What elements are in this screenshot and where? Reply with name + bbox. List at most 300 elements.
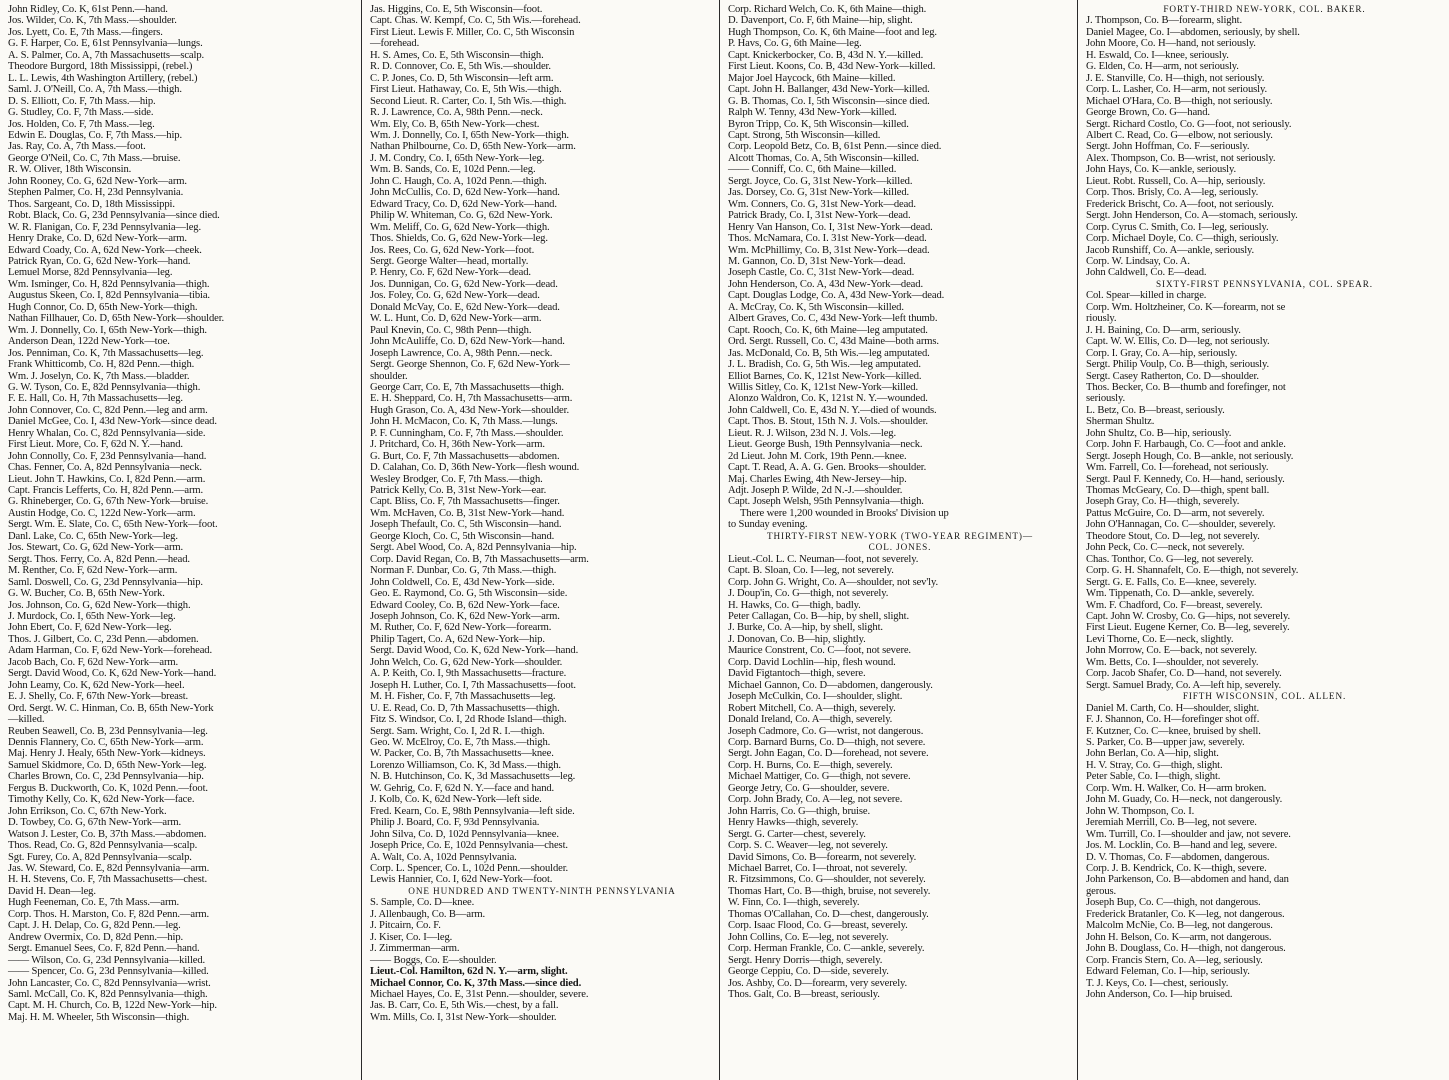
casualty-entry: Maj. H. M. Wheeler, 5th Wisconsin—thigh. — [8, 1011, 190, 1023]
casualty-entry: Capt. Thos. B. Stout, 15th N. J. Vols.—shoulder. — [728, 416, 928, 428]
casualty-entry: W. Packer, Co. B, 7th Massachusetts—knee. — [370, 748, 554, 760]
casualty-entry: Wm. Tippenath, Co. D—ankle, severely. — [1086, 588, 1255, 600]
casualty-entry: M. Gannon, Co. D, 31st New-York—dead. — [728, 255, 906, 267]
casualty-entry: J. E. Stanville, Co. H—thigh, not seriously. — [1086, 72, 1265, 84]
casualty-entry: Byron Tripp, Co. K, 5th Wisconsin—killed. — [728, 118, 909, 130]
casualty-entry: Corp. G. H. Shannafelt, Co. E—thigh, not severely. — [1086, 565, 1299, 577]
casualty-entry: Corp. David Lochlin—hip, flesh wound. — [728, 656, 896, 668]
casualty-entry: Thos. Shields, Co. G, 62d New-York—leg. — [370, 233, 548, 245]
casualty-entry: L. Betz, Co. B—breast, seriously. — [1086, 404, 1225, 416]
casualty-entry: Corp. Francis Stern, Co. A—leg, seriously. — [1086, 954, 1263, 966]
casualty-entry: Elliot Barnes, Co. K, 121st New-York—killed. — [728, 370, 922, 382]
casualty-entry: F. E. Hall, Co. H, 7th Massachusetts—leg. — [8, 393, 183, 405]
casualty-entry: Norman F. Dunbar, Co. G, 7th Mass.—thigh. — [370, 565, 557, 577]
casualty-entry: John McCullis, Co. D, 62d New-York—hand. — [370, 187, 560, 199]
column-4 — [1078, 0, 1449, 1080]
casualty-entry: Reuben Seawell, Co. B, 23d Pennsylvania—leg. — [8, 725, 208, 737]
casualty-entry: John Peck, Co. C—neck, not severely. — [1086, 542, 1245, 554]
casualty-entry: Capt. Francis Lefferts, Co. H, 82d Penn.—arm. — [8, 485, 204, 497]
casualty-entry: David H. Dean—leg. — [8, 885, 96, 897]
casualty-entry: George Kloch, Co. C, 5th Wisconsin—hand. — [370, 530, 555, 542]
casualty-entry: A. Walt, Co. A, 102d Pennsylvania. — [370, 851, 517, 863]
casualty-entry: John Rooney, Co. G, 62d New-York—arm. — [8, 175, 187, 187]
casualty-entry: Saml. J. O'Neill, Co. A, 7th Mass.—thigh. — [8, 84, 182, 96]
casualty-entry: Chas. Tonthor, Co. G—leg, not severely. — [1086, 553, 1254, 565]
casualty-entry: Capt. Chas. W. Kempf, Co. C, 5th Wis.—forehead. — [370, 15, 581, 27]
casualty-entry: Robt. Black, Co. G, 23d Pennsylvania—since died. — [8, 210, 220, 222]
casualty-entry: J. Burke, Co. A—hip, by shell, slight. — [728, 622, 883, 634]
casualty-entry: Hugh Thompson, Co. K, 6th Maine—foot and leg. — [728, 26, 937, 38]
casualty-entry: Henry Van Hanson, Co. I, 31st New-York—dead. — [728, 221, 933, 233]
casualty-entry: First Lieut. Lewis F. Miller, Co. C, 5th Wisconsin — [370, 26, 575, 38]
casualty-entry: Michael Barret, Co. I—throat, not severely. — [728, 862, 908, 874]
casualty-entry: John Silva, Co. D, 102d Pennsylvania—knee. — [370, 828, 559, 840]
casualty-entry: Sergt. Abel Wood, Co. A, 82d Pennsylvania—hip. — [370, 542, 577, 554]
casualty-entry: Sergt. G. E. Falls, Co. E—knee, severely. — [1086, 576, 1257, 588]
casualty-entry: Peter Sable, Co. I—thigh, slight. — [1086, 771, 1221, 783]
casualty-entry: Capt. Knickerbocker, Co. B, 43d N. Y.—killed. — [728, 49, 924, 61]
casualty-entry: John Moore, Co. H—hand, not seriously. — [1086, 38, 1256, 50]
casualty-entry: G. W. Bucher, Co. B, 65th New-York. — [8, 588, 165, 600]
casualty-entry: Fred. Kearn, Co. E, 98th Pennsylvania—left side. — [370, 805, 575, 817]
casualty-entry: —— Boggs, Co. E—shoulder. — [370, 954, 497, 966]
casualty-entry: P. Henry, Co. F, 62d New-York—dead. — [370, 267, 531, 279]
casualty-entry: Sergt. Sam. Wright, Co. I, 2d R. I.—thigh. — [370, 725, 545, 737]
casualty-entry: John Coldwell, Co. E, 43d New-York—side. — [370, 576, 555, 588]
casualty-entry: Anderson Dean, 122d New-York—toe. — [8, 336, 170, 348]
casualty-entry: W. R. Flanigan, Co. F, 23d Pennsylvania—leg. — [8, 221, 201, 233]
section-header: FIFTH WISCONSIN, COL. ALLEN. — [1182, 691, 1347, 702]
casualty-entry: Wm. McPhillimy, Co. B, 31st New-York—dead. — [728, 244, 930, 256]
casualty-entry: Jos. Foley, Co. G, 62d New-York—dead. — [370, 290, 540, 302]
section-header: THIRTY-FIRST NEW-YORK (TWO-YEAR REGIMENT)— — [767, 530, 1033, 541]
casualty-entry: W. Gehrig, Co. F, 62d N. Y.—face and hand. — [370, 782, 555, 794]
casualty-entry: gerous. — [1086, 885, 1117, 897]
casualty-entry: M. Ruther, Co. F, 62d New-York—forearm. — [370, 622, 552, 634]
casualty-entry: Edward Coady, Co. A, 62d New-York—cheek. — [8, 244, 202, 256]
casualty-entry: Jos. Johnson, Co. G, 62d New-York—thigh. — [8, 599, 191, 611]
casualty-entry: Capt. Joseph Welsh, 95th Pennsylvania—thigh. — [728, 496, 924, 508]
casualty-entry: E. H. Sheppard, Co. H, 7th Massachusetts—arm. — [370, 393, 573, 405]
casualty-entry: Watson J. Lester, Co. B, 37th Mass.—abdomen. — [8, 828, 207, 840]
casualty-entry: L. L. Lewis, 4th Washington Artillery, (rebel.) — [8, 72, 198, 84]
casualty-entry: Sergt. John Henderson, Co. A—stomach, seriously. — [1086, 210, 1298, 222]
casualty-entry: Malcolm McNie, Co. B—leg, not dangerous. — [1086, 920, 1273, 932]
casualty-entry: Sergt. David Wood, Co. K, 62d New-York—hand. — [8, 668, 217, 680]
casualty-entry: Joseph Lawrence, Co. A, 98th Penn.—neck. — [370, 347, 553, 359]
casualty-entry: John B. Douglass, Co. H—thigh, not dangerous. — [1086, 943, 1286, 955]
casualty-entry: Charles Brown, Co. C, 23d Pennsylvania—hip. — [8, 771, 204, 783]
casualty-entry: Edward Feleman, Co. I—hip, seriously. — [1086, 966, 1250, 978]
casualty-entry: Paul Knevin, Co. C, 98th Penn—thigh. — [370, 324, 532, 336]
casualty-entry: S. Parker, Co. B—upper jaw, severely. — [1086, 737, 1245, 748]
casualty-entry: Adjt. Joseph P. Wilde, 2d N.-J.—shoulder. — [728, 485, 903, 497]
casualty-entry: Maj. Charles Ewing, 4th New-Jersey—hip. — [728, 473, 907, 485]
casualty-entry: seriously. — [1086, 393, 1126, 405]
casualty-entry: —— Conniff, Co. C, 6th Maine—killed. — [728, 164, 897, 176]
casualty-entry: Corp. Barnard Burns, Co. D—thigh, not severe. — [728, 737, 926, 748]
casualty-entry: Capt. M. H. Church, Co. B, 122d New-York—hip. — [8, 1000, 217, 1012]
casualty-entry: Corp. Isaac Flood, Co. G—breast, severely. — [728, 920, 908, 932]
casualty-entry: Lorenzo Williamson, Co. K, 3d Mass.—thigh. — [370, 759, 561, 771]
section-header: FORTY-THIRD NEW-YORK, COL. BAKER. — [1163, 4, 1366, 14]
casualty-entry: Corp. Wm. H. Walker, Co. H—arm broken. — [1086, 782, 1267, 794]
casualty-entry: Wm. Meliff, Co. G, 62d New-York—thigh. — [370, 221, 550, 233]
casualty-entry: T. J. Keys, Co. I—chest, seriously. — [1086, 977, 1229, 989]
casualty-entry: shoulder. — [370, 370, 408, 382]
casualty-entry: G. Rhineberger, Co. G, 67th New-York—bruise. — [8, 496, 209, 508]
casualty-entry: John O'Hannagan, Co. C—shoulder, severely. — [1086, 519, 1276, 531]
casualty-entry: George Ceppiu, Co. D—side, severely. — [728, 966, 889, 978]
casualty-entry: Alcott Thomas, Co. A, 5th Wisconsin—killed. — [728, 152, 919, 164]
casualty-entry: J. Pritchard, Co. H, 36th New-York—arm. — [370, 439, 545, 451]
casualty-entry: Thos. Galt, Co. B—breast, seriously. — [728, 988, 880, 1000]
casualty-entry: S. Sample, Co. D—knee. — [370, 897, 475, 909]
casualty-entry: J. L. Bradish, Co. G, 5th Wis.—leg amputated. — [728, 359, 921, 371]
casualty-entry: —forehead. — [370, 38, 420, 50]
casualty-entry: George Brown, Co. G—hand. — [1086, 107, 1210, 119]
casualty-entry: Sergt. Joyce, Co. G, 31st New-York—killed. — [728, 175, 913, 187]
column-3 — [720, 0, 1078, 1080]
casualty-entry: Corp. John Brady, Co. A—leg, not severe. — [728, 794, 903, 806]
casualty-entry: Geo. E. Raymond, Co. G, 5th Wisconsin—side. — [370, 588, 568, 600]
casualty-entry: Edward Tracy, Co. D, 62d New-York—hand. — [370, 198, 557, 210]
casualty-entry: Jas. Ray, Co. A, 7th Mass.—foot. — [8, 141, 146, 153]
casualty-entry: J. Murdock, Co. I, 65th New-York—leg. — [8, 611, 176, 623]
casualty-entry: Second Lieut. R. Carter, Co. I, 5th Wis.—thigh. — [370, 95, 567, 107]
casualty-entry: E. J. Shelly, Co. F, 67th New-York—breast. — [8, 691, 189, 703]
casualty-entry: Michael O'Hara, Co. B—thigh, not seriously. — [1086, 95, 1273, 107]
casualty-entry: Edwin E. Douglas, Co. F, 7th Mass.—hip. — [8, 129, 182, 141]
casualty-entry: Donald Ireland, Co. A—thigh, severely. — [728, 714, 893, 726]
casualty-entry: H. Eswald, Co. I—knee, seriously. — [1086, 49, 1229, 61]
casualty-entry: John Leamy, Co. K, 62d New-York—heel. — [8, 679, 185, 691]
casualty-entry: John Hays, Co. K—ankle, seriously. — [1086, 164, 1237, 176]
casualty-entry: Thos. Becker, Co. B—thumb and forefinger, not — [1086, 381, 1286, 393]
casualty-entry: Jos. Dunnigan, Co. G, 62d New-York—dead. — [370, 278, 558, 290]
casualty-entry: John Caldwell, Co. E—dead. — [1086, 267, 1207, 279]
casualty-entry: Capt. Douglas Lodge, Co. A, 43d New-York—dead. — [728, 290, 945, 302]
casualty-entry: H. H. Stevens, Co. F, 7th Massachusetts—chest. — [8, 874, 208, 886]
casualty-entry: Jos. M. Locklin, Co. B—hand and leg, severe. — [1086, 840, 1277, 852]
casualty-entry: Saml. McCall, Co. K, 82d Pennsylvania—thigh. — [8, 988, 208, 1000]
casualty-entry: Philip Tagert, Co. A, 62d New-York—hip. — [370, 633, 545, 645]
casualty-entry: G. Burt, Co. F, 7th Massachusetts—abdomen. — [370, 450, 560, 462]
casualty-entry: Joseph Cadmore, Co. G—wrist, not dangerous. — [728, 725, 924, 737]
casualty-entry: Patrick Brady, Co. I, 31st New-York—dead. — [728, 210, 911, 222]
casualty-entry: Willis Sitley, Co. K, 121st New-York—killed. — [728, 381, 918, 393]
casualty-entry: John C. Haugh, Co. A, 102d Penn.—thigh. — [370, 175, 547, 187]
casualty-entry: Corp. Cyrus C. Smith, Co. I—leg, seriously. — [1086, 221, 1269, 233]
casualty-entry: Wm. J. Donnelly, Co. I, 65th New-York—thigh. — [8, 324, 207, 336]
casualty-entry: 2d Lieut. John M. Cork, 19th Penn.—knee. — [728, 450, 907, 462]
casualty-entry: A. P. Keith, Co. I, 9th Massachusetts—fracture. — [370, 668, 567, 680]
casualty-entry: Alex. Thompson, Co. B—wrist, not seriously. — [1086, 152, 1276, 164]
casualty-entry: Wm. Conners, Co. G, 31st New-York—dead. — [728, 198, 916, 210]
casualty-entry: Capt. Bliss, Co. F, 7th Massachusetts—finger. — [370, 496, 560, 508]
casualty-entry: R. J. Lawrence, Co. A, 98th Penn.—neck. — [370, 107, 543, 119]
casualty-entry: Michael Hayes, Co. E, 31st Penn.—shoulder, severe. — [370, 988, 589, 1000]
casualty-entry: Patrick Kelly, Co. B, 31st New-York—ear. — [370, 485, 547, 497]
casualty-entry: J. Zimmerman—arm. — [370, 943, 460, 955]
casualty-entry: Henry Drake, Co. D, 62d New-York—arm. — [8, 233, 187, 245]
casualty-entry: Wm. Ely, Co. B, 65th New-York—chest. — [370, 118, 540, 130]
casualty-entry: Thomas O'Callahan, Co. D—chest, dangerously. — [728, 908, 929, 920]
casualty-entry: First Lieut. Koons, Co. B, 43d New-York—killed. — [728, 61, 936, 73]
casualty-entry: Saml. Doswell, Co. G, 23d Pennsylvania—hip. — [8, 576, 203, 588]
casualty-entry: Thos. Sargeant, Co. D, 18th Mississippi. — [8, 198, 175, 210]
casualty-entry: G. B. Thomas, Co. I, 5th Wisconsin—since died. — [728, 95, 930, 107]
casualty-entry: Pattus McGuire, Co. D—arm, not severely. — [1086, 507, 1265, 519]
casualty-entry: Austin Hodge, Co. C, 122d New-York—arm. — [8, 507, 196, 519]
casualty-entry: Thomas Hart, Co. B—thigh, bruise, not severely. — [728, 885, 931, 897]
casualty-entry: Albert C. Read, Co. G—elbow, not seriously. — [1086, 129, 1273, 141]
casualty-entry: to Sunday evening. — [728, 519, 808, 531]
casualty-entry: Frank Whitticomb, Co. H, 82d Penn.—thigh. — [8, 359, 195, 371]
casualty-entry: J. Thompson, Co. B—forearm, slight. — [1086, 15, 1242, 27]
casualty-entry: Lieut.-Col. Hamilton, 62d N. Y.—arm, slight. — [370, 966, 568, 978]
casualty-entry: H. Hawks, Co. G—thigh, badly. — [728, 599, 861, 611]
casualty-entry: John M. Guady, Co. H—neck, not dangerously. — [1086, 794, 1283, 806]
casualty-entry: Corp. Leopold Betz, Co. B, 61st Penn.—since died. — [728, 141, 942, 153]
casualty-entry: John Lancaster, Co. C, 82d Pennsylvania—wrist. — [8, 977, 211, 989]
casualty-entry: J. Kiser, Co. I—leg. — [370, 931, 453, 943]
casualty-entry: Robert Mitchell, Co. A—thigh, severely. — [728, 702, 896, 714]
casualty-entry: Lieut. George Bush, 19th Pennsylvania—neck. — [728, 439, 923, 451]
casualty-entry: Daniel Magee, Co. I—abdomen, seriously, by shell. — [1086, 26, 1300, 38]
casualty-entry: Corp. David Regan, Co. B, 7th Massachusetts—arm. — [370, 553, 589, 565]
casualty-entry: J. Allenbaugh, Co. B—arm. — [370, 908, 485, 920]
casualty-entry: Sherman Shultz. — [1086, 416, 1155, 428]
casualty-entry: Wm. Mills, Co. I, 31st New-York—shoulder. — [370, 1011, 557, 1023]
casualty-entry: John Welch, Co. G, 62d New-York—shoulder. — [370, 656, 563, 668]
casualty-entry: Peter Callagan, Co. B—hip, by shell, slight. — [728, 611, 909, 623]
casualty-entry: Capt. John H. Ballanger, 43d New-York—killed. — [728, 84, 930, 96]
section-header: SIXTY-FIRST PENNSYLVANIA, COL. SPEAR. — [1156, 278, 1373, 289]
casualty-entry: Michael Connor, Co. K, 37th Mass.—since died. — [370, 977, 582, 989]
casualty-entry: —— Wilson, Co. G, 23d Pennsylvania—killed. — [8, 954, 206, 966]
casualty-entry: Wm. Turrill, Co. I—shoulder and jaw, not severe. — [1086, 828, 1291, 840]
casualty-entry: Maurice Constrent, Co. C—foot, not severe. — [728, 645, 911, 657]
casualty-entry: Corp. Herman Frankle, Co. C—ankle, severely. — [728, 943, 925, 955]
casualty-entry: D. V. Thomas, Co. F—abdomen, dangerous. — [1086, 851, 1270, 863]
casualty-entry: Wm. J. Donnelly, Co. I, 65th New-York—thigh. — [370, 129, 569, 141]
casualty-entry: Adam Harman, Co. F, 62d New-York—forehead. — [8, 645, 212, 657]
casualty-entry: D. S. Elliott, Co. F, 7th Mass.—hip. — [8, 95, 156, 107]
casualty-entry: Joseph Price, Co. E, 102d Pennsylvania—chest. — [370, 840, 568, 852]
casualty-entry: Timothy Kelly, Co. K, 62d New-York—face. — [8, 794, 195, 806]
casualty-entry: J. Donovan, Co. B—hip, slightly. — [728, 633, 866, 645]
casualty-entry: George O'Neil, Co. C, 7th Mass.—bruise. — [8, 152, 181, 164]
casualty-entry: F. Kutzner, Co. C—knee, bruised by shell. — [1086, 725, 1261, 737]
casualty-entry: John Collins, Co. E—leg, not severely. — [728, 931, 889, 943]
casualty-entry: Donald McVay, Co. E, 62d New-York—dead. — [370, 301, 560, 313]
casualty-entry: Major Joel Haycock, 6th Maine—killed. — [728, 72, 896, 84]
casualty-entry: Corp. John F. Harbaugh, Co. C—foot and ankle. — [1086, 439, 1286, 451]
casualty-entry: Ord. Sergt. W. C. Hinman, Co. B, 65th New-York — [8, 702, 214, 714]
casualty-entry: Thos. McNamara, Co. I. 31st New-York—dead. — [728, 233, 927, 245]
casualty-entry: Theodore Burgord, 18th Mississippi, (rebel.) — [8, 61, 193, 73]
casualty-entry: R. W. Oliver, 18th Wisconsin. — [8, 164, 132, 176]
casualty-entry: Sgt. Furey, Co. A, 82d Pennsylvania—scalp. — [8, 851, 192, 863]
casualty-entry: J. Pitcairn, Co. F. — [370, 920, 441, 932]
casualty-entry: First Lieut. Eugene Kerner, Co. B—leg, severely. — [1086, 622, 1290, 634]
casualty-entry: Corp. Jacob Shafer, Co. D—hand, not severely. — [1086, 668, 1282, 680]
casualty-entry: Sergt. Paul F. Kennedy, Co. H—hand, seriously. — [1086, 473, 1285, 485]
casualty-entry: D. Davenport, Co. F, 6th Maine—hip, slight. — [728, 15, 913, 27]
casualty-entry: Joseph Thefault, Co. C, 5th Wisconsin—hand. — [370, 519, 562, 531]
casualty-entry: John Errikson, Co. C, 67th New-York. — [8, 805, 167, 817]
casualty-entry: Capt. John W. Crosby, Co. G—hips, not severely. — [1086, 611, 1290, 623]
casualty-entry: Wm. Farrell, Co. I—forehead, not seriously. — [1086, 462, 1269, 474]
casualty-entry: Capt. Strong, 5th Wisconsin—killed. — [728, 129, 881, 141]
casualty-entry: John Henderson, Co. A, 43d New-York—dead. — [728, 278, 923, 290]
casualty-entry: Philip W. Whiteman, Co. G, 62d New-York. — [370, 210, 553, 222]
casualty-entry: Wm. McHaven, Co. B, 31st New-York—hand. — [370, 507, 565, 519]
casualty-entry: Thos. J. Gilbert, Co. C, 23d Penn.—abdomen. — [8, 633, 199, 645]
casualty-entry: John H. McMacon, Co. K, 7th Mass.—lungs. — [370, 416, 558, 428]
casualty-entry: Capt. T. Read, A. A. G. Gen. Brooks—shoulder. — [728, 462, 927, 474]
casualty-entry: N. B. Hutchinson, Co. K, 3d Massachusetts—leg. — [370, 771, 576, 783]
casualty-entry: Wm. B. Sands, Co. E, 102d Penn.—leg. — [370, 164, 536, 176]
casualty-entry: Sergt. David Wood, Co. K, 62d New-York—hand. — [370, 645, 579, 657]
casualty-entry: Daniel M. Carth, Co. H—shoulder, slight. — [1086, 702, 1260, 714]
casualty-entry: Frederick Brischt, Co. A—foot, not seriously. — [1086, 198, 1274, 210]
casualty-entry: Chas. Fenner, Co. A, 82d Pennsylvania—neck. — [8, 462, 202, 474]
casualty-entry: W. L. Hunt, Co. D, 62d New-York—arm. — [370, 313, 542, 325]
casualty-entry: U. E. Read, Co. D, 7th Massachusetts—thigh. — [370, 702, 560, 714]
casualty-entry: Danl. Lake, Co. C, 65th New-York—leg. — [8, 530, 178, 542]
casualty-entry: Stephen Palmer, Co. H, 23d Pennsylvania. — [8, 187, 184, 199]
casualty-entry: G. F. Harper, Co. E, 61st Pennsylvania—lungs. — [8, 38, 203, 50]
casualty-entry: Theodore Stout, Co. D—leg, not severely. — [1086, 530, 1260, 542]
casualty-entry: Jeremiah Merrill, Co. B—leg, not severe. — [1086, 817, 1257, 829]
casualty-entry: Frederick Bratanler, Co. K—leg, not dangerous. — [1086, 908, 1285, 920]
casualty-entry: Lemuel Morse, 82d Pennsylvania—leg. — [8, 267, 173, 279]
casualty-entry: R. D. Connover, Co. E, 5th Wis.—shoulder. — [370, 61, 551, 73]
casualty-entry: Capt. Rooch, Co. K, 6th Maine—leg amputated. — [728, 324, 928, 336]
casualty-entry: P. F. Cunningham, Co. F, 7th Mass.—shoulder. — [370, 427, 564, 439]
casualty-entry: Geo. W. McElroy, Co. E, 7th Mass.—thigh. — [370, 737, 551, 748]
casualty-entry: John Ridley, Co. K, 61st Penn.—hand. — [8, 4, 168, 15]
casualty-entry: Sergt. George Walter—head, mortally. — [370, 255, 529, 267]
casualty-entry: J. Doup'in, Co. G—thigh, not severely. — [728, 588, 889, 600]
casualty-entry: Dennis Flannery, Co. C, 65th New-York—arm. — [8, 737, 204, 748]
casualty-entry: Lieut.-Col. L. C. Neuman—foot, not severely. — [728, 553, 919, 565]
casualty-entry: Fitz S. Windsor, Co. I, 2d Rhode Island—thigh. — [370, 714, 567, 726]
casualty-entry: Thomas McGeary, Co. D—thigh, spent ball. — [1086, 485, 1270, 497]
casualty-entry: R. Fitzsimmons, Co. G—shoulder, not severely. — [728, 874, 926, 886]
casualty-entry: Corp. S. C. Weaver—leg, not severely. — [728, 840, 888, 852]
casualty-entry: Jos. Wilder, Co. K, 7th Mass.—shoulder. — [8, 15, 177, 27]
casualty-entry: Philip J. Board, Co. F, 93d Pennsylvania. — [370, 817, 540, 829]
casualty-entry: Jos. Lyett, Co. E, 7th Mass.—fingers. — [8, 26, 163, 38]
casualty-entry: Hugh Feeneman, Co. E, 7th Mass.—arm. — [8, 897, 180, 909]
casualty-entry: John Ebert, Co. F, 62d New-York—leg. — [8, 622, 172, 634]
casualty-entry: Corp. John G. Wright, Co. A—shoulder, not sev'ly. — [728, 576, 938, 588]
casualty-entry: Jas. Dorsey, Co. G, 31st New-York—killed. — [728, 187, 910, 199]
casualty-entry: Corp. W. Lindsay, Co. A. — [1086, 255, 1190, 267]
casualty-entry: Hugh Grason, Co. A, 43d New-York—shoulder. — [370, 404, 569, 416]
casualty-entry: Henry Hawks—thigh, severely. — [728, 817, 859, 829]
casualty-entry: Nathan Philbourne, Co. D, 65th New-York—arm. — [370, 141, 576, 153]
casualty-entry: Jos. Stewart, Co. G, 62d New-York—arm. — [8, 542, 184, 554]
casualty-entry: Wm. F. Chadford, Co. F—breast, severely. — [1086, 599, 1263, 611]
casualty-entry: Capt. J. H. Delap, Co. G, 82d Penn.—leg. — [8, 920, 181, 932]
casualty-entry: Sergt. George Shennon, Co. F, 62d New-York— — [370, 359, 570, 371]
casualty-entry: John Anderson, Co. I—hip bruised. — [1086, 988, 1233, 1000]
section-header: ONE HUNDRED AND TWENTY-NINTH PENNSYLVANIA — [408, 885, 676, 896]
casualty-entry: John Morrow, Co. E—back, not severely. — [1086, 645, 1257, 657]
casualty-entry: Levi Thorne, Co. E—neck, slightly. — [1086, 633, 1234, 645]
column-1 — [0, 0, 362, 1080]
casualty-entry: Sergt. Philip Voulp, Co. B—thigh, seriously. — [1086, 359, 1269, 371]
casualty-entry: Col. Spear—killed in charge. — [1086, 290, 1207, 302]
casualty-entry: Joseph Johnson, Co. K, 62d New-York—arm. — [370, 611, 560, 623]
casualty-entry: Jacob Bach, Co. F, 62d New-York—arm. — [8, 656, 179, 668]
casualty-entry: Albert Graves, Co. C, 43d New-York—left thumb. — [728, 313, 938, 325]
casualty-entry: Augustus Skeen, Co. I, 82d Pennsylvania—tibia. — [8, 290, 210, 302]
casualty-entry: D. Towbey, Co. G, 67th New-York—arm. — [8, 817, 182, 829]
casualty-entry: —— Spencer, Co. G, 23d Pennsylvania—killed. — [8, 966, 209, 978]
casualty-entry: A. S. Palmer, Co. A, 7th Massachusetts—scalp. — [8, 49, 205, 61]
casualty-entry: Jas. B. Carr, Co. E, 5th Wis.—chest, by a fall. — [370, 1000, 559, 1012]
casualty-entry: Sergt. Casey Ratherton, Co. D—shoulder. — [1086, 370, 1259, 382]
casualty-entry: Sergt. Henry Dorris—thigh, severely. — [728, 954, 883, 966]
casualty-entry: Joseph McCulkin, Co. I—shoulder, slight. — [728, 691, 903, 703]
casualty-entry: Joseph H. Luther, Co. I, 7th Massachusetts—foot. — [370, 679, 576, 691]
casualty-entry: Patrick Ryan, Co. G, 62d New-York—hand. — [8, 255, 191, 267]
casualty-entry: John Shultz, Co. B—hip, seriously. — [1086, 427, 1232, 439]
casualty-entry: Thos. Read, Co. G, 82d Pennsylvania—scalp. — [8, 840, 198, 852]
casualty-entry: Sergt. John Eagan, Co. D—forehead, not severe. — [728, 748, 929, 760]
casualty-entry: F. J. Shannon, Co. H—forefinger shot off. — [1086, 714, 1260, 726]
casualty-entry: Jos. Holden, Co. F, 7th Mass.—leg. — [8, 118, 155, 130]
casualty-entry: W. Finn, Co. I—thigh, severely. — [728, 897, 860, 909]
casualty-entry: John Connolly, Co. F, 23d Pennsylvania—hand. — [8, 450, 207, 462]
casualty-entry: Wesley Brodger, Co. F, 7th Mass.—thigh. — [370, 473, 543, 485]
casualty-entry: Wm. J. Joselyn, Co. K, 7th Mass.—bladder. — [8, 370, 190, 382]
casualty-entry: Jos. Ashby, Co. D—forearm, very severely. — [728, 977, 908, 989]
casualty-entry: First Lieut. Hathaway, Co. E, 5th Wis.—thigh. — [370, 84, 562, 96]
casualty-entry: Corp. Michael Doyle, Co. C—thigh, seriously. — [1086, 233, 1279, 245]
casualty-entry: Joseph Gray, Co. H—thigh, severely. — [1086, 496, 1240, 508]
casualty-entry: David Figtantoch—thigh, severe. — [728, 668, 866, 680]
column-2 — [362, 0, 720, 1080]
casualty-entry: Capt. W. W. Ellis, Co. D—leg, not seriously. — [1086, 336, 1270, 348]
casualty-entry: Joseph Castle, Co. C, 31st New-York—dead. — [728, 267, 915, 279]
casualty-entry: Andrew Overmix, Co. D, 82d Penn.—hip. — [8, 931, 184, 943]
casualty-entry: Henry Whalan, Co. C, 82d Pennsylvania—side. — [8, 427, 206, 439]
casualty-entry: H. V. Stray, Co. G—thigh, slight. — [1086, 759, 1223, 771]
casualty-entry: Corp. Wm. Holtzheiner, Co. K—forearm, not se — [1086, 301, 1286, 313]
casualty-entry: Nathan Fillhauer, Co. D, 65th New-York—shoulder. — [8, 313, 225, 325]
casualty-entry: Michael Gannon, Co. D—abdomen, dangerously. — [728, 679, 933, 691]
casualty-entry: John Parkenson, Co. B—abdomen and hand, dan — [1086, 874, 1289, 886]
casualty-entry: A. McCray, Co. K, 5th Wisconsin—killed. — [728, 301, 904, 313]
casualty-entry: John McAuliffe, Co. D, 62d New-York—hand. — [370, 336, 565, 348]
casualty-entry: J. Kolb, Co. K, 62d New-York—left side. — [370, 794, 542, 806]
casualty-entry: M. Renther, Co. F, 62d New-York—arm. — [8, 565, 178, 577]
casualty-entry: Jacob Runshiff, Co. A—ankle, seriously. — [1086, 244, 1255, 256]
casualty-entry: Ord. Sergt. Russell, Co. C, 43d Maine—both arms. — [728, 336, 939, 348]
casualty-entry: John W. Thompson, Co. I. — [1086, 805, 1195, 817]
casualty-entry: Daniel McGee, Co. I, 43d New-York—since dead. — [8, 416, 217, 428]
casualty-entry: Corp. Richard Welch, Co. K, 6th Maine—thigh. — [728, 4, 927, 15]
casualty-entry: G. Studley, Co. F, 7th Mass.—side. — [8, 107, 154, 119]
casualty-entry: John Connover, Co. C, 82d Penn.—leg and arm. — [8, 404, 208, 416]
casualty-entry: Joseph Bup, Co. C—thigh, not dangerous. — [1086, 897, 1261, 909]
